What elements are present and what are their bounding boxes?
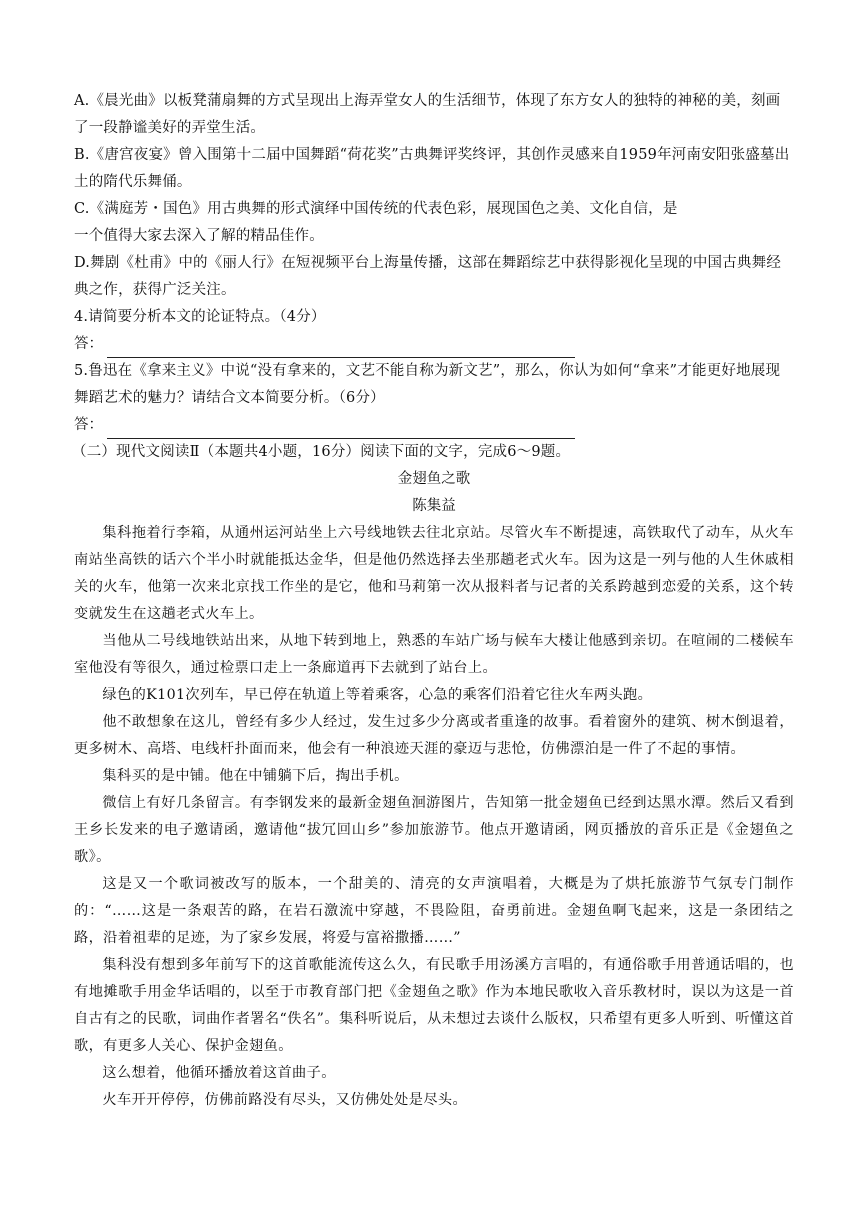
option-d: D.舞剧《杜甫》中的《丽人行》在短视频平台上海量传播，这部在舞蹈综艺中获得影视化呈现的中国古典舞经典之作，获得广泛关注。 [74,255,782,298]
option-b: B.《唐宫夜宴》曾入围第十二届中国舞蹈“荷花奖”古典舞评奖终评，其创作灵感来自1959年河南安阳张盛墓出土的隋代乐舞俑。 [74,147,790,190]
question-4: 4.请简要分析本文的论证特点。（4分） [74,309,326,325]
story-author: 陈集益 [412,498,456,514]
paragraph: 集科没有想到多年前写下的这首歌能流传这么久，有民歌手用汤溪方言唱的，有通俗歌手用普通话唱的，也有地摊歌手用金华话唱的，以至于市教育部门把《金翅鱼之歌》作为本地民歌收入音乐教材时，误以为这是一首自古有之的民歌，词曲作者署名“佚名”。集科听说后，从未想过去谈什么版权，只希望有更多人听到、听懂这首歌，有更多人关心、保护金翅鱼。 [74,957,794,1054]
answer-label: 答： [74,336,103,352]
question-5: 5.鲁迅在《拿来主义》中说“没有拿来的，文艺不能自称为新文艺”，那么，你认为如何“拿来”才能更好地展现舞蹈艺术的魅力？请结合文本简要分析。（6分） [74,363,781,406]
paragraph: 集科买的是中铺。他在中铺躺下后，掏出手机。 [102,768,409,784]
paragraph: 集科拖着行李箱，从通州运河站坐上六号线地铁去往北京站。尽管火车不断提速，高铁取代了动车，从火车南站坐高铁的话六个半小时就能抵达金华，但是他仍然选择去坐那趟老式火车。因为这是一列与他的人生休戚相关的火车，他第一次来北京找工作坐的是它，他和马莉第一次从报料者与记者的关系跨越到恋爱的关系，这个转变就发生在这趟老式火车上。 [74,525,794,622]
option-a: A.《晨光曲》以板凳蒲扇舞的方式呈现出上海弄堂女人的生活细节，体现了东方女人的独特的神秘的美，刻画了一段静谧美好的弄堂生活。 [74,93,781,136]
paragraph: 当他从二号线地铁站出来，从地下转到地上，熟悉的车站广场与候车大楼让他感到亲切。在喧闹的二楼候车室他没有等很久，通过检票口走上一条廊道再下去就到了站台上。 [74,633,794,676]
section-heading: （二）现代文阅读Ⅱ（本题共4小题，16分）阅读下面的文字，完成6～9题。 [72,444,571,460]
answer-line[interactable] [107,340,575,358]
answer-4 [74,331,794,358]
option-c: C.《满庭芳・国色》用古典舞的形式演绎中国传统的代表色彩，展现国色之美、文化自信，是 [74,201,678,217]
paragraph: 这么想着，他循环播放着这首曲子。 [102,1065,336,1081]
story-title: 金翅鱼之歌 [397,471,471,487]
paragraph: 微信上有好几条留言。有李钢发来的最新金翅鱼洄游图片，告知第一批金翅鱼已经到达黑水潭。然后又看到王乡长发来的电子邀请函，邀请他“拔冗回山乡”参加旅游节。他点开邀请函，网页播放的音乐正是《金翅鱼之歌》。 [74,795,794,865]
paragraph: 火车开开停停，仿佛前路没有尽头，又仿佛处处是尽头。 [102,1092,468,1108]
answer-line[interactable] [107,421,575,439]
answer-5 [74,412,794,439]
paragraph: 他不敢想象在这儿，曾经有多少人经过，发生过多少分离或者重逢的故事。看着窗外的建筑、树木倒退着，更多树木、高塔、电线杆扑面而来，他会有一种浪迹天涯的豪迈与悲怆，仿佛漂泊是一件了不起的事情。 [74,714,794,757]
paragraph: 这是又一个歌词被改写的版本，一个甜美的、清亮的女声演唱着，大概是为了烘托旅游节气氛专门制作的：“……这是一条艰苦的路，在岩石激流中穿越，不畏险阻，奋勇前进。金翅鱼啊飞起来，这是一条团结之路，沿着祖辈的足迹，为了家乡发展，将爱与富裕撒播……” [74,876,794,946]
answer-label: 答： [74,417,103,433]
option-c-continued: 一个值得大家去深入了解的精品佳作。 [74,228,324,244]
paragraph: 绿色的K101次列车，早已停在轨道上等着乘客，心急的乘客们沿着它往火车两头跑。 [102,687,653,703]
